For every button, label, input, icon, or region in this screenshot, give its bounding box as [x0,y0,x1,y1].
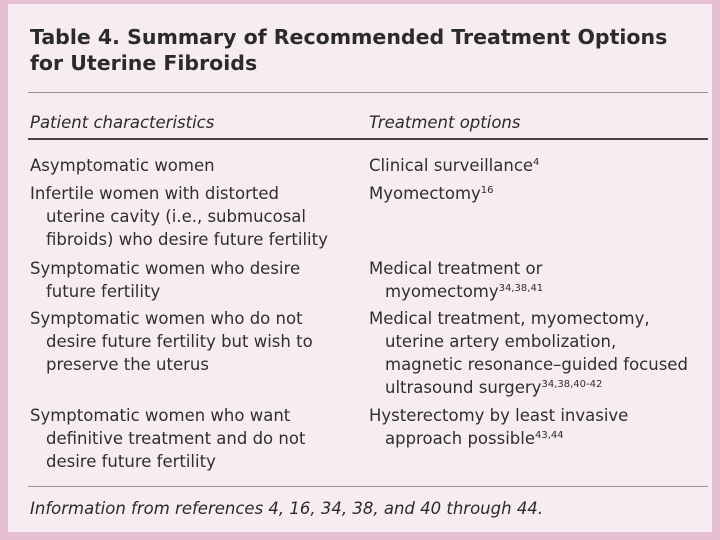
table-row-4-patient [30,307,313,376]
cell-line: Myomectomy$^{16}$ [369,184,494,203]
cell-line: preserve the uterus [46,355,209,374]
cell-line: uterine artery embolization, [385,332,617,351]
cell-line: desire future fertility but wish to [46,332,313,351]
header-treatment-options: Treatment options [369,113,521,132]
title-divider [28,92,708,93]
cell-line: magnetic resonance–guided focused [385,355,688,374]
table-row-1-patient [30,154,215,177]
table-row-1-treatment [369,154,539,177]
reference-superscript: 34,38,40-42 [541,379,603,390]
cell-line: uterine cavity (i.e., submucosal [46,207,306,226]
header-patient-characteristics: Patient characteristics [30,113,215,132]
table-row-3-treatment [369,257,543,303]
cell-line: Infertile women with distorted [30,184,279,203]
cell-line: ultrasound surgery$^{34,38,40-42}$ [385,378,603,397]
cell-line: myomectomy$^{34,38,41}$ [385,282,544,301]
cell-line: future fertility [46,282,161,301]
cell-line: Medical treatment, myomectomy, [369,309,650,328]
reference-superscript: 43,44 [535,430,564,441]
reference-superscript: 34,38,41 [498,283,544,294]
reference-superscript: 16 [480,185,494,196]
cell-line: Clinical surveillance$^4$ [369,156,540,175]
table-row-3-patient [30,257,300,303]
table-row-5-treatment [369,404,628,450]
table-row-5-patient [30,404,305,473]
table-footnote: Information from references 4, 16, 34, 38, and 40 through 44. [30,499,544,518]
table-title-line2: for Uterine Fibroids [30,51,258,75]
table-title-line1: Table 4. Summary of Recommended Treatment Options [30,25,668,49]
cell-line: Symptomatic women who do not [30,309,303,328]
cell-line: definitive treatment and do not [46,429,306,448]
footer-divider [28,486,708,487]
table-row-2-patient [30,182,328,251]
cell-line: Medical treatment or [369,259,543,278]
header-divider [28,138,708,140]
cell-line: Asymptomatic women [30,156,215,175]
table-row-4-treatment [369,307,688,399]
cell-line: desire future fertility [46,452,216,471]
cell-line: Hysterectomy by least invasive [369,406,629,425]
cell-line: Symptomatic women who desire [30,259,301,278]
table-row-2-treatment [369,182,494,205]
cell-line: approach possible$^{43,44}$ [385,429,564,448]
cell-line: fibroids) who desire future fertility [46,230,328,249]
cell-line: Symptomatic women who want [30,406,291,425]
table-title [30,24,710,76]
reference-superscript: 4 [533,157,540,168]
